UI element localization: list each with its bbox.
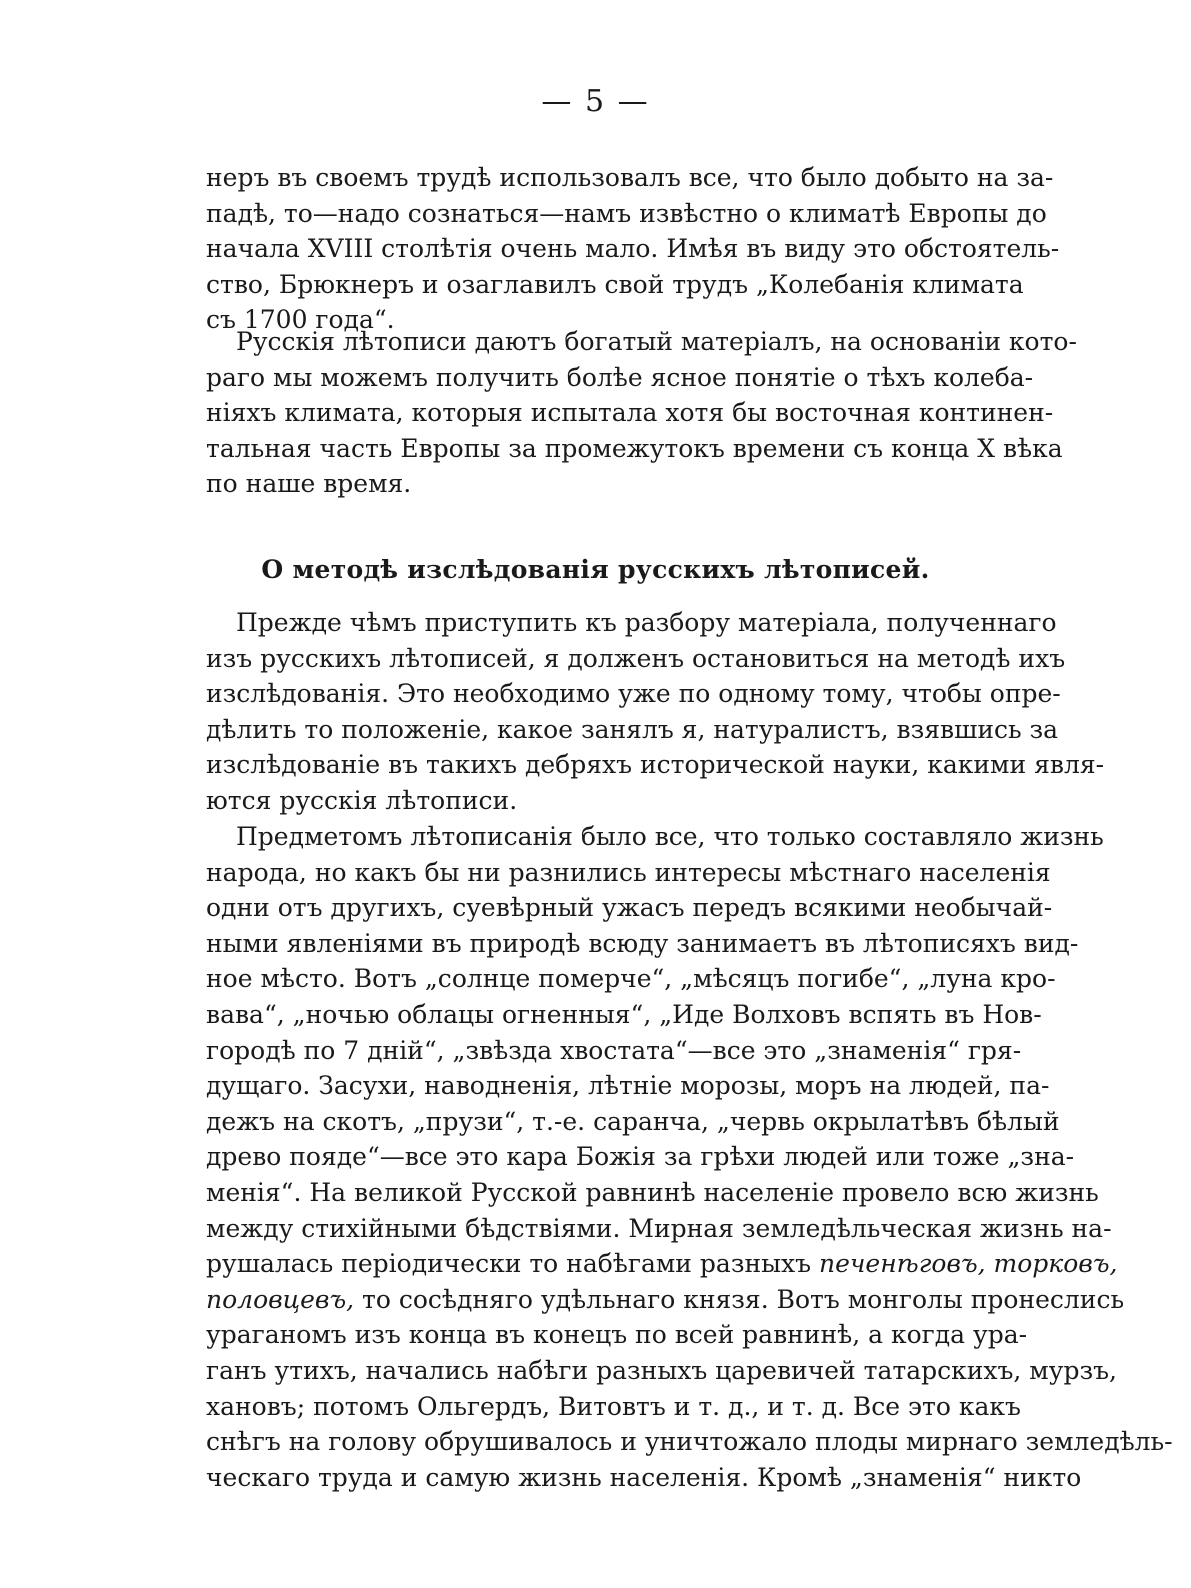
text-line: ное мѣсто. Вотъ „солнце померче“, „мѣсяцъ погибе“, „луна кро- bbox=[206, 964, 1056, 994]
text-line bbox=[206, 1246, 1118, 1282]
text-line: ніяхъ климата, которыя испытала хотя бы восточная континен- bbox=[206, 398, 1054, 428]
text-line: вава“, „ночью облацы огненныя“, „Иде Волховъ вспять въ Нов- bbox=[206, 999, 1042, 1029]
chronicles-paragraph bbox=[206, 324, 1077, 502]
text-line: тальная часть Европы за промежутокъ времени съ конца X вѣка bbox=[206, 433, 1063, 463]
text-line: ство, Брюкнеръ и озаглавилъ свой трудъ „Колебанія климата bbox=[206, 269, 1024, 299]
text-line: изъ русскихъ лѣтописей, я долженъ остановиться на методѣ ихъ bbox=[206, 643, 1066, 673]
text-line: Предметомъ лѣтописанія было все, что только составляло жизнь bbox=[236, 822, 1104, 851]
text-line: съ 1700 года“. bbox=[206, 305, 395, 335]
text-line bbox=[206, 1282, 1125, 1318]
text-line: дежъ на скотъ, „прузи“, т.-е. саранча, „червь окрылатѣвъ бѣлый bbox=[206, 1106, 1060, 1136]
italic-segment: половцевъ, bbox=[206, 1284, 355, 1314]
text-line: ются русскія лѣтописи. bbox=[206, 785, 518, 815]
text-line: ческаго труда и самую жизнь населенія. Кромѣ „знаменія“ никто bbox=[206, 1462, 1082, 1492]
text-line: ураганомъ изъ конца въ конецъ по всей равнинѣ, а когда ура- bbox=[206, 1320, 1028, 1350]
text-line: между стихійными бѣдствіями. Мирная земледѣльческая жизнь на- bbox=[206, 1213, 1112, 1243]
italic-segment: печенѣговъ, торковъ, bbox=[818, 1249, 1118, 1279]
page-number: — 5 — bbox=[541, 84, 650, 119]
text-line: Русскія лѣтописи даютъ богатый матеріалъ, на основаніи кото- bbox=[236, 327, 1077, 356]
text-line: менія“. На великой Русской равнинѣ населеніе провело всю жизнь bbox=[206, 1177, 1099, 1207]
subject-paragraph bbox=[206, 819, 1173, 1495]
text-line: по наше время. bbox=[206, 469, 412, 499]
text-line: начала XVIII столѣтія очень мало. Имѣя въ виду это обстоятель- bbox=[206, 234, 1060, 264]
text-line: неръ въ своемъ трудѣ использовалъ все, что было добыто на за- bbox=[206, 163, 1054, 192]
text-segment: то сосѣдняго удѣльнаго князя. Вотъ монголы пронеслись bbox=[354, 1284, 1125, 1314]
text-line: падѣ, то—надо сознаться—намъ извѣстно о климатѣ Европы до bbox=[206, 198, 1047, 228]
section-heading: О методѣ изслѣдованія русскихъ лѣтописей. bbox=[261, 555, 930, 584]
intro-paragraph bbox=[206, 160, 1060, 338]
text-line: раго мы можемъ получить болѣе ясное понятіе о тѣхъ колеба- bbox=[206, 362, 1034, 392]
text-line: изслѣдованіе въ такихъ дебряхъ исторической науки, какими явля- bbox=[206, 750, 1105, 780]
text-line: древо пояде“—все это кара Божія за грѣхи людей или тоже „зна- bbox=[206, 1142, 1075, 1172]
text-line: снѣгъ на голову обрушивалось и уничтожало плоды мирнаго земледѣль- bbox=[206, 1427, 1173, 1457]
text-line: изслѣдованія. Это необходимо уже по одному тому, чтобы опре- bbox=[206, 679, 1061, 709]
method-paragraph bbox=[206, 605, 1105, 819]
text-line: Прежде чѣмъ приступить къ разбору матеріала, полученнаго bbox=[236, 608, 1057, 637]
text-line: народа, но какъ бы ни разнились интересы мѣстнаго населенія bbox=[206, 857, 1051, 887]
text-line: ными явленіями въ природѣ всюду занимаетъ въ лѣтописяхъ вид- bbox=[206, 928, 1079, 958]
text-line: дѣлить то положеніе, какое занялъ я, натуралистъ, взявшись за bbox=[206, 714, 1059, 744]
text-line: ганъ утихъ, начались набѣги разныхъ царевичей татарскихъ, мурзъ, bbox=[206, 1355, 1117, 1385]
text-line: городѣ по 7 дній“, „звѣзда хвостата“—все это „знаменія“ гря- bbox=[206, 1035, 1022, 1065]
text-line: одни отъ другихъ, суевѣрный ужасъ передъ всякими необычай- bbox=[206, 893, 1053, 923]
text-segment: рушалась періодически то набѣгами разныхъ bbox=[206, 1249, 819, 1279]
text-line: хановъ; потомъ Ольгердъ, Витовтъ и т. д., и т. д. Все это какъ bbox=[206, 1391, 1021, 1421]
text-line: дущаго. Засухи, наводненія, лѣтніе морозы, моръ на людей, па- bbox=[206, 1071, 1050, 1101]
